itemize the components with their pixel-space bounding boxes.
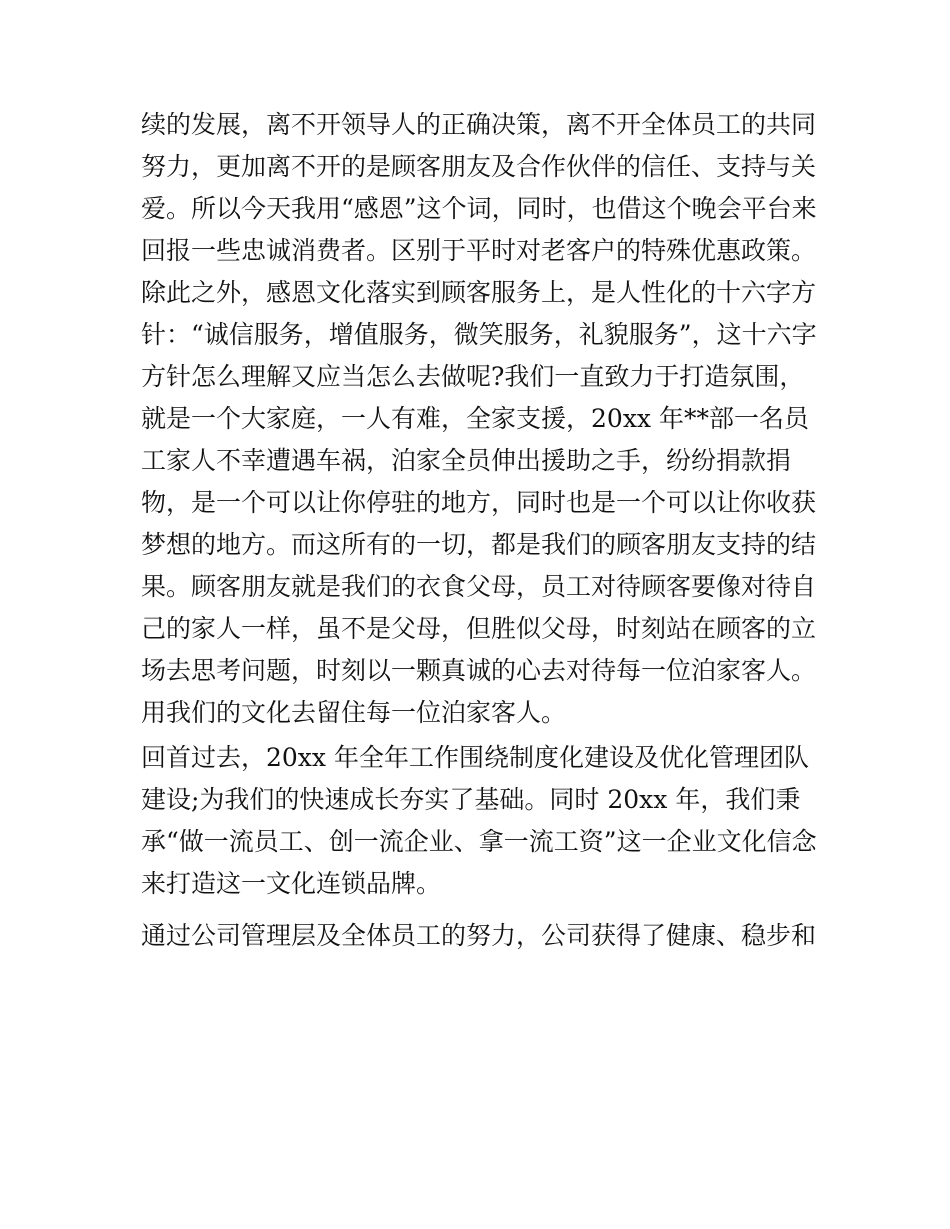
text-line: 果。顾客朋友就是我们的衣食父母，员工对待顾客要像对待自 [141,572,817,601]
text-line: 针：“诚信服务，增值服务，微笑服务，礼貌服务”，这十六字 [141,320,817,349]
body-text [141,104,821,957]
text-line: 爱。所以今天我用“感恩”这个词，同时，也借这个晚会平台来 [141,194,817,223]
text-line: 方针怎么理解又应当怎么去做呢?我们一直致力于打造氛围， [141,362,805,391]
text-line: 工家人不幸遭遇车祸，泊家全员伸出援助之手，纷纷捐款捐 [141,446,792,475]
text-line: 梦想的地方。而这所有的一切，都是我们的顾客朋友支持的结 [141,530,817,559]
text-line: 承“做一流员工、创一流企业、拿一流工资”这一企业文化信念 [141,827,817,856]
text-line: 通过公司管理层及全体员工的努力，公司获得了健康、稳步和 [141,921,817,950]
text-line: 来打造这一文化连锁品牌。 [141,869,442,898]
text-line: 场去思考问题，时刻以一颗真诚的心去对待每一位泊家客人。 [141,656,817,685]
text-line: 用我们的文化去留住每一位泊家客人。 [141,698,567,727]
text-line: 回报一些忠诚消费者。区别于平时对老客户的特殊优惠政策。 [141,236,817,265]
text-line: 物，是一个可以让你停驻的地方，同时也是一个可以让你收获 [141,488,817,517]
text-line: 回首过去，20xx 年全年工作围绕制度化建设及优化管理团队 [141,743,809,772]
text-line: 就是一个大家庭，一人有难，全家支援，20xx 年**部一名员 [141,404,809,433]
text-line: 建设;为我们的快速成长夯实了基础。同时 20xx 年，我们秉 [141,785,801,814]
text-line: 己的家人一样，虽不是父母，但胜似父母，时刻站在顾客的立 [141,614,817,643]
text-line: 努力，更加离不开的是顾客朋友及合作伙伴的信任、支持与关 [141,152,817,181]
text-line: 续的发展，离不开领导人的正确决策，离不开全体员工的共同 [141,110,817,139]
text-line: 除此之外，感恩文化落实到顾客服务上，是人性化的十六字方 [141,278,817,307]
